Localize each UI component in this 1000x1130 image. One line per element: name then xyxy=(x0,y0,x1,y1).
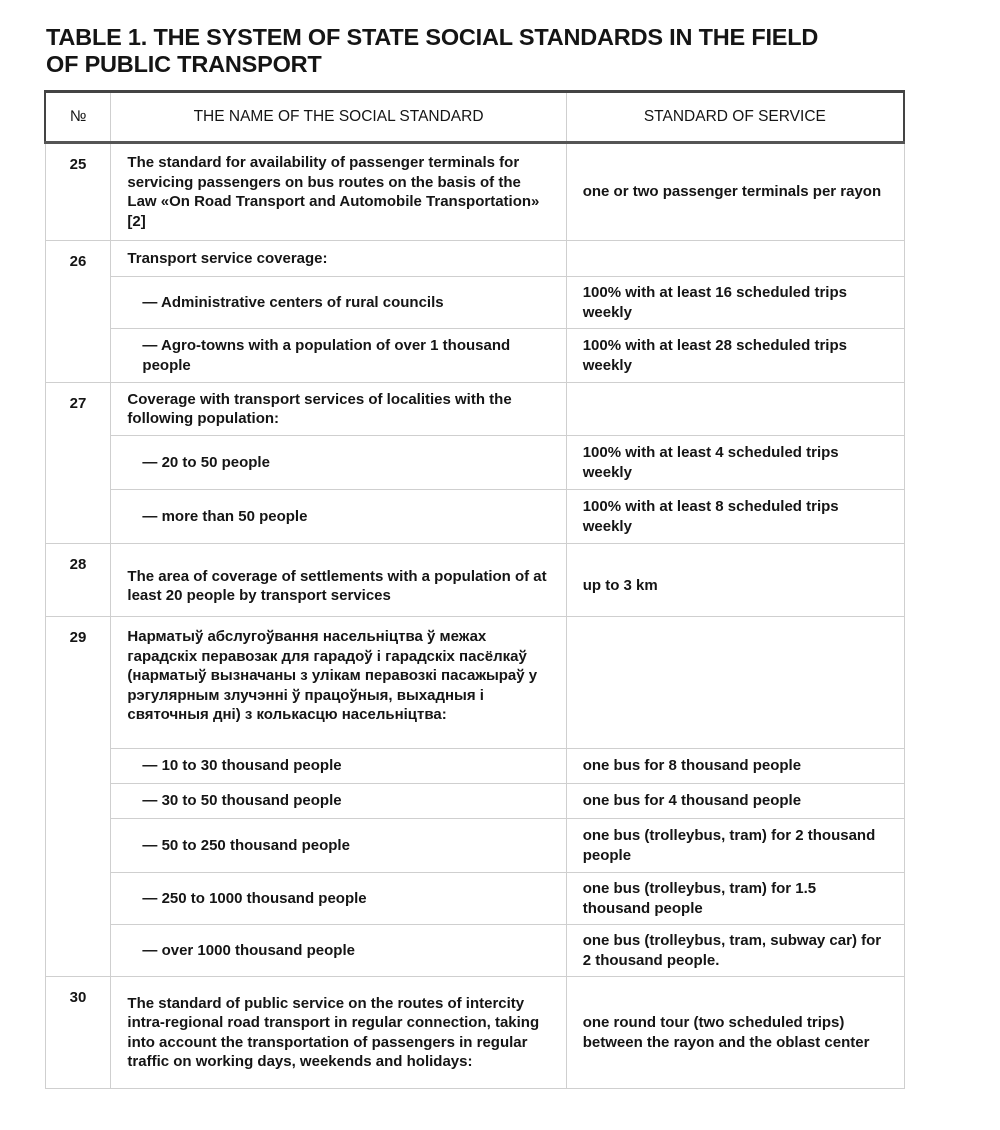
standard-name: Transport service coverage: xyxy=(111,241,566,277)
row-number: 27 xyxy=(45,383,111,544)
standard-service xyxy=(566,617,904,749)
row-number: 30 xyxy=(45,977,111,1089)
standard-name: The standard of public service on the routes of intercity intra-regional road transport in regular connection, taking into account the transportation of passengers in regular traffic on working days, weekends and holidays: xyxy=(111,977,566,1089)
header-row xyxy=(45,92,904,143)
standard-service: 100% with at least 28 scheduled trips weekly xyxy=(566,329,904,383)
title-line: OF PUBLIC TRANSPORT xyxy=(46,51,322,77)
table-row xyxy=(45,436,904,490)
standard-service: one bus for 4 thousand people xyxy=(566,784,904,819)
sub-standard-name: — more than 50 people xyxy=(111,490,566,544)
row-number: 28 xyxy=(45,544,111,617)
standard-service: one bus (trolleybus, tram, subway car) for 2 thousand people. xyxy=(566,925,904,977)
standard-service xyxy=(566,383,904,436)
sub-standard-name: — over 1000 thousand people xyxy=(111,925,566,977)
table-row xyxy=(45,329,904,383)
sub-standard-name: — Agro-towns with a population of over 1 thousand people xyxy=(111,329,566,383)
standard-name: The standard for availability of passenger terminals for servicing passengers on bus routes on the basis of the Law «On Road Transport and Automobile Transportation» [2] xyxy=(111,143,566,241)
standard-service: one or two passenger terminals per rayon xyxy=(566,143,904,241)
standard-service: one round tour (two scheduled trips) between the rayon and the oblast center xyxy=(566,977,904,1089)
table-title xyxy=(46,24,818,78)
title-line: TABLE 1. THE SYSTEM OF STATE SOCIAL STANDARDS IN THE FIELD xyxy=(46,24,819,50)
standard-service: 100% with at least 4 scheduled trips weekly xyxy=(566,436,904,490)
table-row xyxy=(45,925,904,977)
standard-service: one bus for 8 thousand people xyxy=(566,749,904,784)
table-row xyxy=(45,819,904,873)
table-row xyxy=(45,241,904,277)
table-row xyxy=(45,977,904,1089)
standard-service: one bus (trolleybus, tram) for 1.5 thousand people xyxy=(566,873,904,925)
standard-service xyxy=(566,241,904,277)
row-number: 26 xyxy=(45,241,111,383)
table-row xyxy=(45,749,904,784)
standards-table xyxy=(44,90,905,1089)
row-number: 25 xyxy=(45,143,111,241)
table-row xyxy=(45,544,904,617)
header-name: THE NAME OF THE SOCIAL STANDARD xyxy=(111,92,566,143)
sub-standard-name: — 30 to 50 thousand people xyxy=(111,784,566,819)
sub-standard-name: — 50 to 250 thousand people xyxy=(111,819,566,873)
table-row xyxy=(45,873,904,925)
standard-name: Нарматыў абслугоўвання насельніцтва ў межах гарадскіх перавозак для гарадоў і гарадскіх пасёлкаў (нарматыў вызначаны з улікам перавозкі пасажыраў у рэгулярным злучэнні ў працоўныя, выхадныя і святочныя дні) з колькасцю насельніцтва: xyxy=(111,617,566,749)
standard-name: Coverage with transport services of localities with the following population: xyxy=(111,383,566,436)
sub-standard-name: — 10 to 30 thousand people xyxy=(111,749,566,784)
standard-name: The area of coverage of settlements with a population of at least 20 people by transport services xyxy=(111,544,566,617)
standard-service: one bus (trolleybus, tram) for 2 thousand people xyxy=(566,819,904,873)
table-row xyxy=(45,490,904,544)
header-service: STANDARD OF SERVICE xyxy=(566,92,904,143)
standard-service: 100% with at least 16 scheduled trips weekly xyxy=(566,277,904,329)
standard-service: 100% with at least 8 scheduled trips weekly xyxy=(566,490,904,544)
table-row xyxy=(45,617,904,749)
table-row xyxy=(45,383,904,436)
row-number: 29 xyxy=(45,617,111,977)
sub-standard-name: — Administrative centers of rural councils xyxy=(111,277,566,329)
sub-standard-name: — 20 to 50 people xyxy=(111,436,566,490)
standard-service: up to 3 km xyxy=(566,544,904,617)
table-row xyxy=(45,784,904,819)
sub-standard-name: — 250 to 1000 thousand people xyxy=(111,873,566,925)
header-num: № xyxy=(45,92,111,143)
table-row xyxy=(45,143,904,241)
table-row xyxy=(45,277,904,329)
